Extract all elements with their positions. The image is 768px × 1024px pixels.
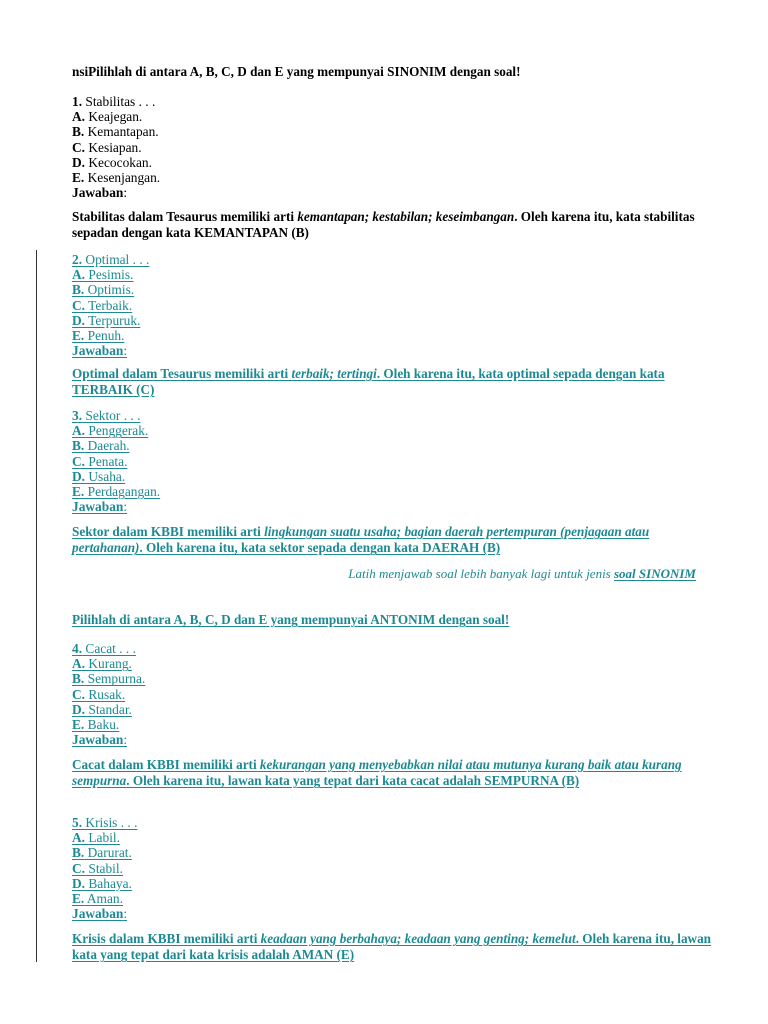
question-word: Optimal . . . — [82, 252, 150, 267]
question-1-prompt — [72, 94, 712, 109]
question-5[interactable] — [72, 815, 712, 921]
option-a-link[interactable]: A. Kurang. — [72, 656, 132, 672]
option-c-link[interactable]: C. Rusak. — [72, 686, 126, 702]
option-d-link[interactable]: D. Terpuruk. — [72, 312, 141, 328]
question-word: Sektor . . . — [82, 408, 141, 423]
option-b-link[interactable]: B. Sempurna. — [72, 671, 146, 687]
question-number: 5. — [72, 815, 83, 830]
option-b-link[interactable]: B. Daerah. — [72, 438, 130, 454]
option-a-link[interactable]: A. Pesimis. — [72, 267, 134, 283]
answer-label-link[interactable]: Jawaban: — [72, 732, 128, 748]
question-number: 3. — [72, 408, 83, 423]
question-3-explanation-link[interactable]: Sektor dalam KBBI memiliki arti lingkungan suatu usaha; bagian daerah pertempuran (penjagaan atau pertahanan). Oleh karena itu, kata sektor sepada dengan kata DAERAH (B) — [72, 524, 650, 556]
option-d-link[interactable]: D. Usaha. — [72, 468, 126, 484]
synonym-section-heading: nsiPilihlah di antara A, B, C, D dan E yang mempunyai SINONIM dengan soal! — [72, 64, 521, 79]
question-2[interactable] — [72, 252, 712, 358]
left-margin-bar — [36, 250, 37, 962]
question-3-prompt[interactable] — [72, 408, 712, 423]
option-c-link[interactable]: C. Stabil. — [72, 860, 123, 876]
question-word: Stabilitas . . . — [82, 94, 156, 109]
option-d-link[interactable]: D. Standar. — [72, 701, 132, 717]
question-4-prompt[interactable] — [72, 641, 712, 656]
option-e: E. Kesenjangan. — [72, 170, 161, 186]
answer-label-link[interactable]: Jawaban: — [72, 343, 128, 359]
answer-label-link[interactable]: Jawaban: — [72, 499, 128, 515]
option-e-link[interactable]: E. Penuh. — [72, 328, 125, 344]
question-number: 1. — [72, 94, 83, 109]
option-e-link[interactable]: E. Perdagangan. — [72, 484, 161, 500]
option-a-link[interactable]: A. Labil. — [72, 830, 120, 846]
question-2-prompt[interactable] — [72, 252, 712, 267]
practice-more-link[interactable]: Latih menjawab soal lebih banyak lagi untuk jenis soal SINONIM — [348, 566, 696, 581]
option-a-link[interactable]: A. Penggerak. — [72, 423, 149, 439]
question-4[interactable] — [72, 641, 712, 747]
option-b-link[interactable]: B. Darurat. — [72, 845, 132, 861]
option-e-link[interactable]: E. Baku. — [72, 717, 120, 733]
option-c-link[interactable]: C. Terbaik. — [72, 297, 133, 313]
question-1-explanation: Stabilitas dalam Tesaurus memiliki arti kemantapan; kestabilan; keseimbangan. Oleh karena itu, kata stabilitas sepadan dengan kata KEMANTAPAN (B) — [72, 209, 695, 241]
question-2-explanation-link[interactable]: Optimal dalam Tesaurus memiliki arti terbaik; tertingi. Oleh karena itu, kata optimal sepada dengan kata TERBAIK (C) — [72, 366, 665, 398]
question-number: 2. — [72, 252, 83, 267]
question-word: Cacat . . . — [82, 641, 136, 656]
question-word: Krisis . . . — [82, 815, 138, 830]
option-b: B. Kemantapan. — [72, 124, 159, 140]
antonym-section-heading[interactable]: Pilihlah di antara A, B, C, D dan E yang mempunyai ANTONIM dengan soal! — [72, 612, 510, 627]
option-c-link[interactable]: C. Penata. — [72, 453, 128, 469]
option-d-link[interactable]: D. Bahaya. — [72, 875, 132, 891]
option-b-link[interactable]: B. Optimis. — [72, 282, 135, 298]
question-5-prompt[interactable] — [72, 815, 712, 830]
answer-label: Jawaban: — [72, 185, 128, 201]
option-a: A. Keajegan. — [72, 109, 143, 125]
question-3[interactable] — [72, 408, 712, 514]
question-4-explanation-link[interactable]: Cacat dalam KBBI memiliki arti kekurangan yang menyebabkan nilai atau mutunya kurang baik atau kurang sempurna. Oleh karena itu, lawan kata yang tepat dari kata cacat adalah SEMPURNA (B) — [72, 757, 682, 789]
answer-label-link[interactable]: Jawaban: — [72, 906, 128, 922]
option-e-link[interactable]: E. Aman. — [72, 891, 123, 907]
question-number: 4. — [72, 641, 83, 656]
question-1 — [72, 94, 712, 200]
option-d: D. Kecocokan. — [72, 154, 152, 170]
question-5-explanation-link[interactable]: Krisis dalam KBBI memiliki arti keadaan yang berbahaya; keadaan yang genting; kemelut. Oleh karena itu, lawan kata yang tepat dari kata krisis adalah AMAN (E) — [72, 931, 712, 963]
option-c: C. Kesiapan. — [72, 139, 142, 155]
